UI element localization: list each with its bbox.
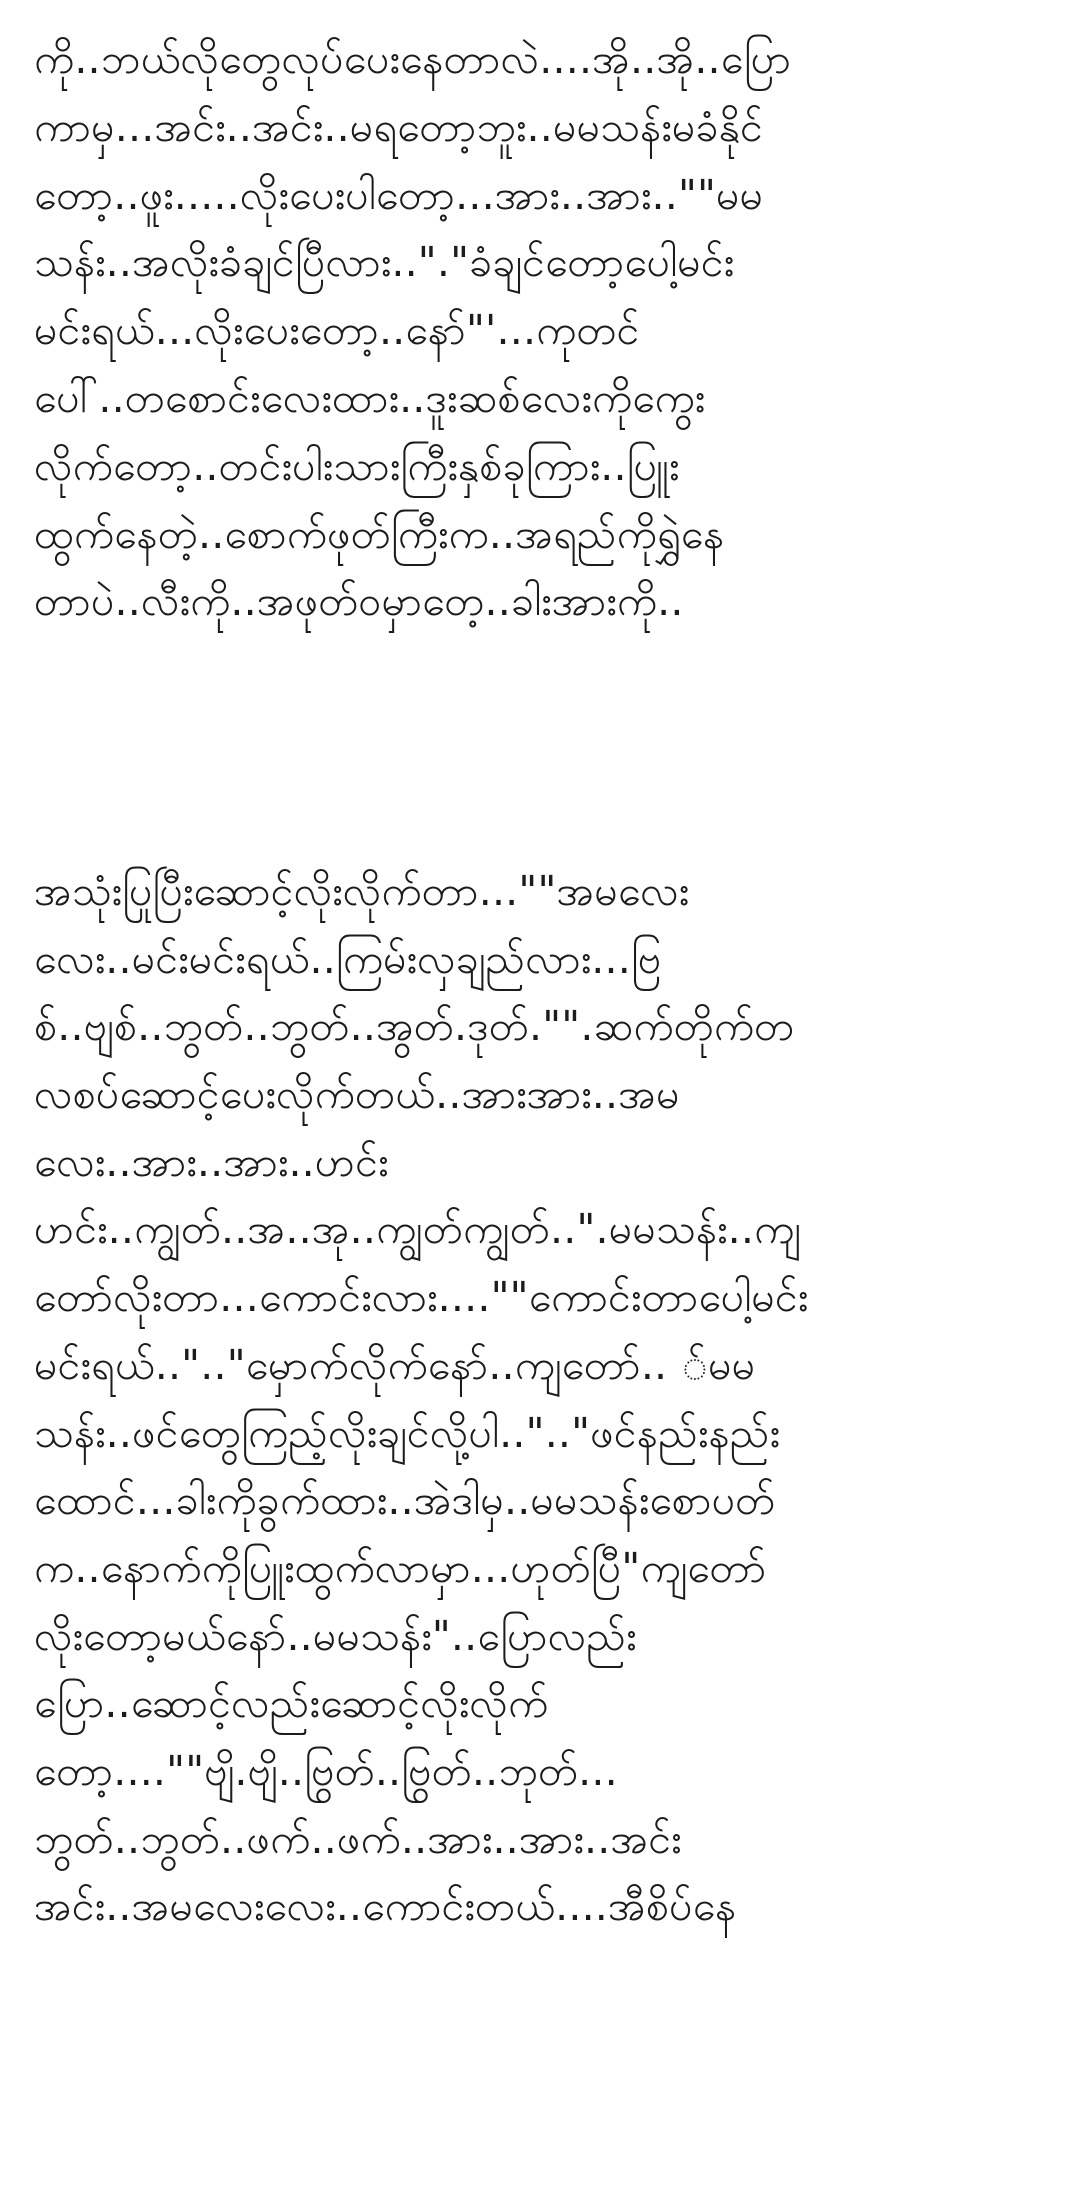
text-line: မင်းရယ်...လိုးပေးတော့..နော်"'...ကုတင် [34,306,640,355]
text-line: သန်း..ဖင်တွေကြည့်လိုးချင်လို့ပါ..".."ဖင်နည်းနည်း [34,1408,781,1457]
text-line: ပေါ်..တစောင်းလေးထား..ဒူးဆစ်လေးကိုကွေး [34,373,706,422]
text-line: ထွက်နေတဲ့..စောက်ဖုတ်ကြီးက..အရည်ကိုရွှဲနေ [34,509,725,558]
text-line: သန်း..အလိုးခံချင်ပြီလား.."."ခံချင်တော့ပေါ့မင်း [34,238,735,287]
text-line: လစပ်ဆောင့်ပေးလိုက်တယ်..အားအား..အမ [34,1070,680,1119]
paragraph-1 [34,26,1054,636]
text-line: ဘွတ်..ဘွတ်..ဖက်..ဖက်..အား..အား..အင်း [34,1814,682,1863]
text-line: တော်လိုးတာ...ကောင်းလား....""ကောင်းတာပေါ့မင်း [34,1273,809,1322]
text-line: တော့..ဖူး.....လိုးပေးပါတော့...အား..အား..""မမ [34,170,764,219]
text-line: က..နောက်ကိုပြူးထွက်လာမှာ...ဟုတ်ပြီ"ကျတော် [34,1543,767,1592]
text-line: လေး..မင်းမင်းရယ်..ကြမ်းလှချည်လား...ဗြ [34,934,662,983]
text-line: အင်း..အမလေးလေး..ကောင်းတယ်....အီစိပ်နေ [34,1882,737,1931]
text-line: မင်းရယ်..".."မှောက်လိုက်နော်..ကျတော်.. ်မမ [34,1340,756,1389]
text-line: တာပဲ..လီးကို..အဖုတ်ဝမှာတေ့..ခါးအားကို.. [34,577,684,626]
paragraph-2 [34,858,1054,1941]
text-line: တော့....""ဗျိ.ဗျိ..ဗြွတ်..ဗြွတ်..ဘုတ်... [34,1746,618,1795]
text-line: လေး..အား..အား..ဟင်း [34,1137,389,1186]
text-line: ထောင်...ခါးကိုခွက်ထား..အဲဒါမှ..မမသန်းစောပတ် [34,1476,776,1525]
text-line: လိုက်တော့..တင်းပါးသားကြီးနှစ်ခုကြား..ပြူး [34,441,680,490]
text-line: ပြော..ဆောင့်လည်းဆောင့်လိုးလိုက် [34,1679,549,1728]
text-line: ဟင်း..ကျွတ်..အ..အု..ကျွတ်ကျွတ်..".မမသန်း..ကျ [34,1205,801,1254]
text-line: စ်..ဗျစ်..ဘွတ်..ဘွတ်..အွတ်.ဒုတ်."".ဆက်တိုက်တ [34,1002,795,1051]
text-line: ကို..ဘယ်လိုတွေလုပ်ပေးနေတာလဲ....အို..အို..ပြော [34,35,792,83]
text-line: လိုးတော့မယ်နော်..မမသန်း"..ပြောလည်း [34,1611,637,1660]
text-line: အသုံးပြုပြီးဆောင့်လိုးလိုက်တာ...""အမလေး [34,867,690,915]
text-line: ကာမှ...အင်း..အင်း..မရတော့ဘူး..မမသန်းမခံနိုင် [34,102,764,151]
